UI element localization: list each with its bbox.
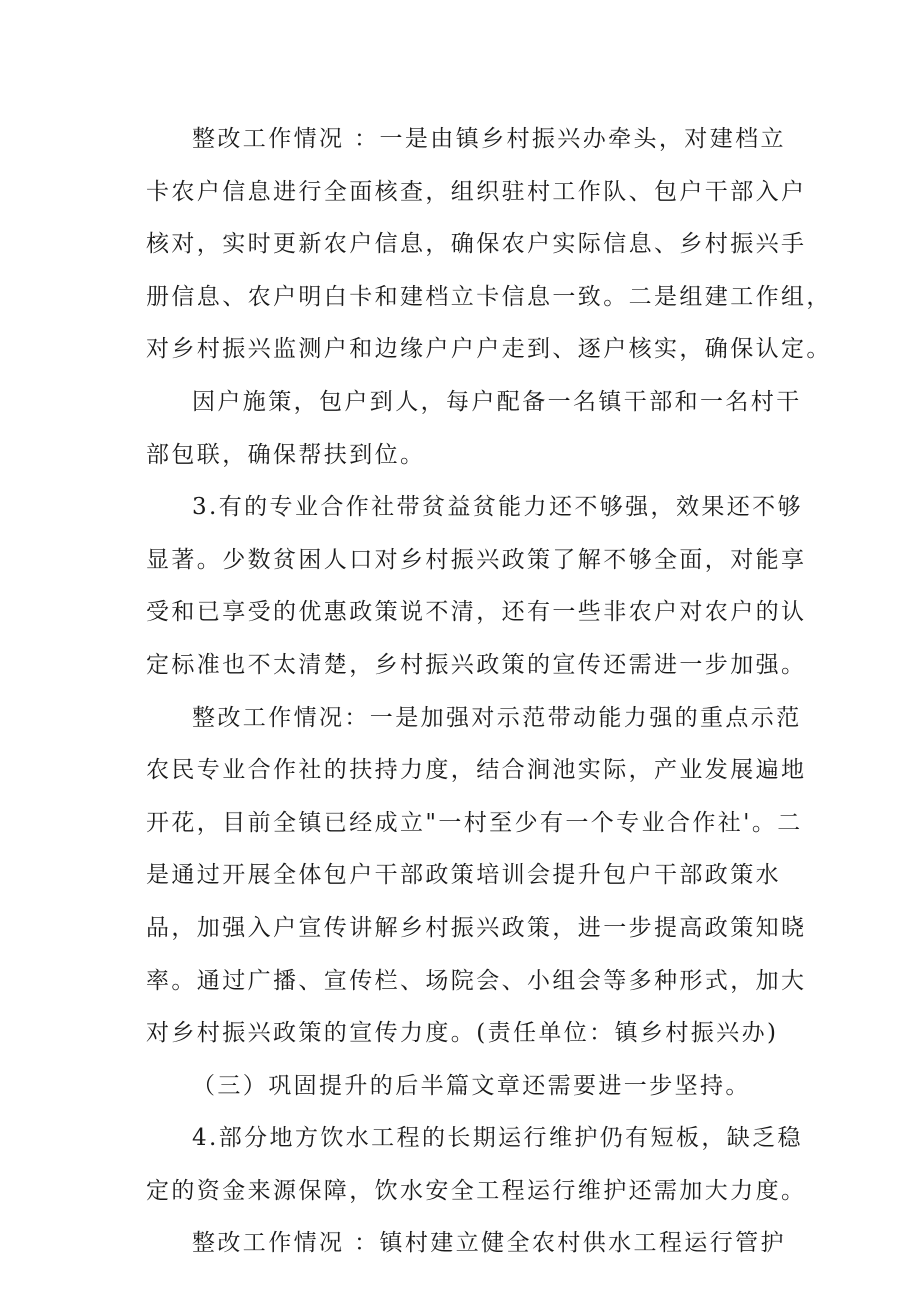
text-line: 受和已享受的优惠政策说不清，还有一些非农户对农户的认 (146, 599, 807, 626)
text-line: 整改工作情况 ：一是由镇乡村振兴办牵头，对建档立 (192, 126, 786, 152)
text-line: 对乡村振兴政策的宣传力度。(责任单位：镇乡村振兴办) (146, 1020, 779, 1047)
text-line: 因户施策，包户到人，每户配备一名镇干部和一名村干 (192, 388, 802, 415)
document-body (146, 113, 832, 1270)
text-line: 率。通过广播、宣传栏、场院会、小组会等多种形式，加大 (146, 967, 807, 994)
text-line: 显著。少数贫困人口对乡村振兴政策了解不够全面，对能享 (146, 546, 807, 573)
text-line: 农民专业合作社的扶持力度，结合涧池实际，产业发展遍地 (146, 757, 807, 784)
text-line: 对乡村振兴监测户和边缘户户户走到、逐户核实，确保认定。 (146, 336, 832, 363)
text-line: 定的资金来源保障，饮水安全工程运行维护还需加大力度。 (146, 1177, 807, 1204)
text-line: 4.部分地方饮水工程的长期运行维护仍有短板，缺乏稳 (192, 1125, 803, 1152)
text-line: 品，加强入户宣传讲解乡村振兴政策，进一步提高政策知晓 (146, 914, 807, 941)
text-line: 定标准也不太清楚，乡村振兴政策的宣传还需进一步加强。 (146, 651, 807, 678)
text-line: （三）巩固提升的后半篇文章还需要进一步坚持。 (192, 1072, 751, 1099)
text-line: 开花，目前全镇已经成立"一村至少有一个专业合作社'。二 (146, 809, 803, 836)
text-line: 核对，实时更新农户信息，确保农户实际信息、乡村振兴手 (146, 231, 807, 258)
text-line: 3.有的专业合作社带贫益贫能力还不够强，效果还不够 (192, 494, 803, 521)
text-line: 整改工作情况：一是加强对示范带动能力强的重点示范 (192, 704, 802, 731)
text-line: 整改工作情况 ：镇村建立健全农村供水工程运行管护 (192, 1230, 786, 1257)
text-line: 是通过开展全体包户干部政策培训会提升包户干部政策水 (146, 862, 781, 889)
text-line: 册信息、农户明白卡和建档立卡信息一致。二是组建工作组， (146, 283, 832, 310)
text-line: 卡农户信息进行全面核查，组织驻村工作队、包户干部入户 (146, 178, 807, 205)
text-line: 部包联，确保帮扶到位。 (146, 441, 426, 468)
